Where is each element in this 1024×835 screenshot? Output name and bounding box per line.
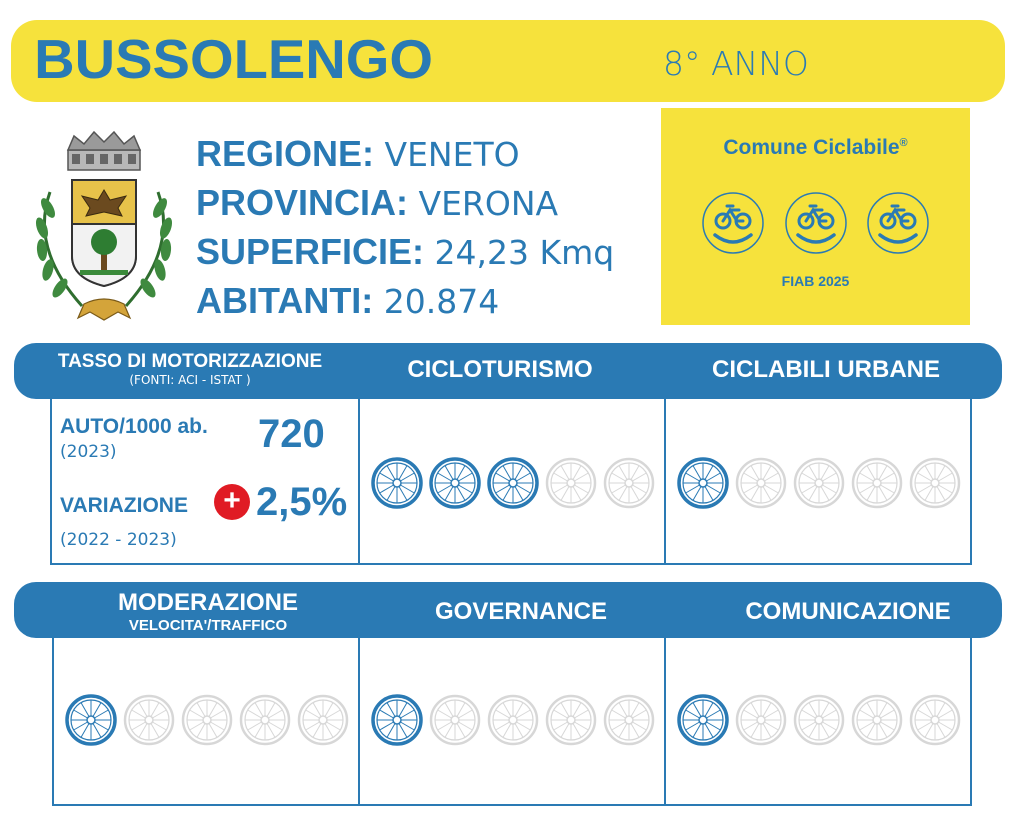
moderazione-title: MODERAZIONE xyxy=(118,589,298,616)
wheel-inactive-icon xyxy=(602,693,656,747)
wheel-active-icon xyxy=(64,693,118,747)
wheel-inactive-icon xyxy=(908,693,962,747)
wheel-inactive-icon xyxy=(850,693,904,747)
registered-mark: ® xyxy=(899,137,908,149)
smiley-bike-icon xyxy=(701,191,765,255)
wheel-inactive-icon xyxy=(850,456,904,510)
wheel-inactive-icon xyxy=(734,456,788,510)
city-name: BUSSOLENGO xyxy=(34,28,434,90)
info-provincia xyxy=(196,183,558,224)
superficie-value: 24,23 Kmq xyxy=(424,233,615,272)
auto-label: AUTO/1000 ab. xyxy=(60,415,208,438)
wheel-inactive-icon xyxy=(734,693,788,747)
governance-box xyxy=(358,638,666,806)
wheel-inactive-icon xyxy=(544,456,598,510)
wheel-inactive-icon xyxy=(792,456,846,510)
info-superficie xyxy=(196,232,614,273)
motorizzazione-sources: (FONTI: ACI - ISTAT ) xyxy=(129,373,251,387)
comunicazione-rating xyxy=(676,693,966,753)
badge-title-text: Comune Ciclabile xyxy=(723,136,900,159)
variazione-period: (2022 - 2023) xyxy=(60,530,177,550)
cicloturismo-rating xyxy=(370,456,660,516)
plus-icon: + xyxy=(214,484,250,520)
ciclabili-urbane-box xyxy=(664,399,972,565)
badge-title xyxy=(661,136,970,160)
moderazione-rating xyxy=(64,693,354,753)
moderazione-subtitle: VELOCITA'/TRAFFICO xyxy=(128,617,288,634)
wheel-inactive-icon xyxy=(180,693,234,747)
auto-year: (2023) xyxy=(60,442,117,462)
ciclabili-urbane-rating xyxy=(676,456,966,516)
wheel-inactive-icon xyxy=(792,693,846,747)
variazione-value: 2,5% xyxy=(256,480,348,524)
regione-label: REGIONE: xyxy=(196,133,375,174)
smiley-bike-icon xyxy=(866,191,930,255)
provincia-label: PROVINCIA: xyxy=(196,182,409,223)
wheel-active-icon xyxy=(428,456,482,510)
wheel-inactive-icon xyxy=(486,693,540,747)
info-abitanti xyxy=(196,281,499,322)
comune-ciclabile-badge xyxy=(661,108,970,325)
coat-of-arms-icon xyxy=(20,128,188,328)
superficie-label: SUPERFICIE: xyxy=(196,231,425,272)
edition-year: 8° ANNO xyxy=(663,44,809,83)
wheel-inactive-icon xyxy=(122,693,176,747)
wheel-active-icon xyxy=(370,456,424,510)
comunicazione-box xyxy=(664,638,972,806)
auto-value: 720 xyxy=(258,412,325,456)
moderazione-box xyxy=(52,638,360,806)
badge-subtitle: FIAB 2025 xyxy=(781,273,850,289)
smiley-bike-icon xyxy=(784,191,848,255)
motorizzazione-title: TASSO DI MOTORIZZAZIONE xyxy=(57,351,323,372)
variazione-label: VARIAZIONE xyxy=(60,494,188,517)
abitanti-value: 20.874 xyxy=(373,282,500,321)
wheel-inactive-icon xyxy=(908,456,962,510)
wheel-inactive-icon xyxy=(428,693,482,747)
wheel-inactive-icon xyxy=(602,456,656,510)
wheel-inactive-icon xyxy=(544,693,598,747)
wheel-active-icon xyxy=(676,456,730,510)
governance-title: GOVERNANCE xyxy=(434,598,608,625)
governance-rating xyxy=(370,693,660,753)
cicloturismo-box xyxy=(358,399,666,565)
cicloturismo-title: CICLOTURISMO xyxy=(407,356,593,383)
comunicazione-title: COMUNICAZIONE xyxy=(745,598,951,625)
wheel-inactive-icon xyxy=(296,693,350,747)
info-regione xyxy=(196,134,520,175)
wheel-active-icon xyxy=(676,693,730,747)
ciclabili-urbane-title: CICLABILI URBANE xyxy=(712,356,940,383)
wheel-active-icon xyxy=(486,456,540,510)
provincia-value: VERONA xyxy=(408,184,559,223)
wheel-inactive-icon xyxy=(238,693,292,747)
abitanti-label: ABITANTI: xyxy=(196,280,374,321)
regione-value: VENETO xyxy=(374,135,520,174)
wheel-active-icon xyxy=(370,693,424,747)
